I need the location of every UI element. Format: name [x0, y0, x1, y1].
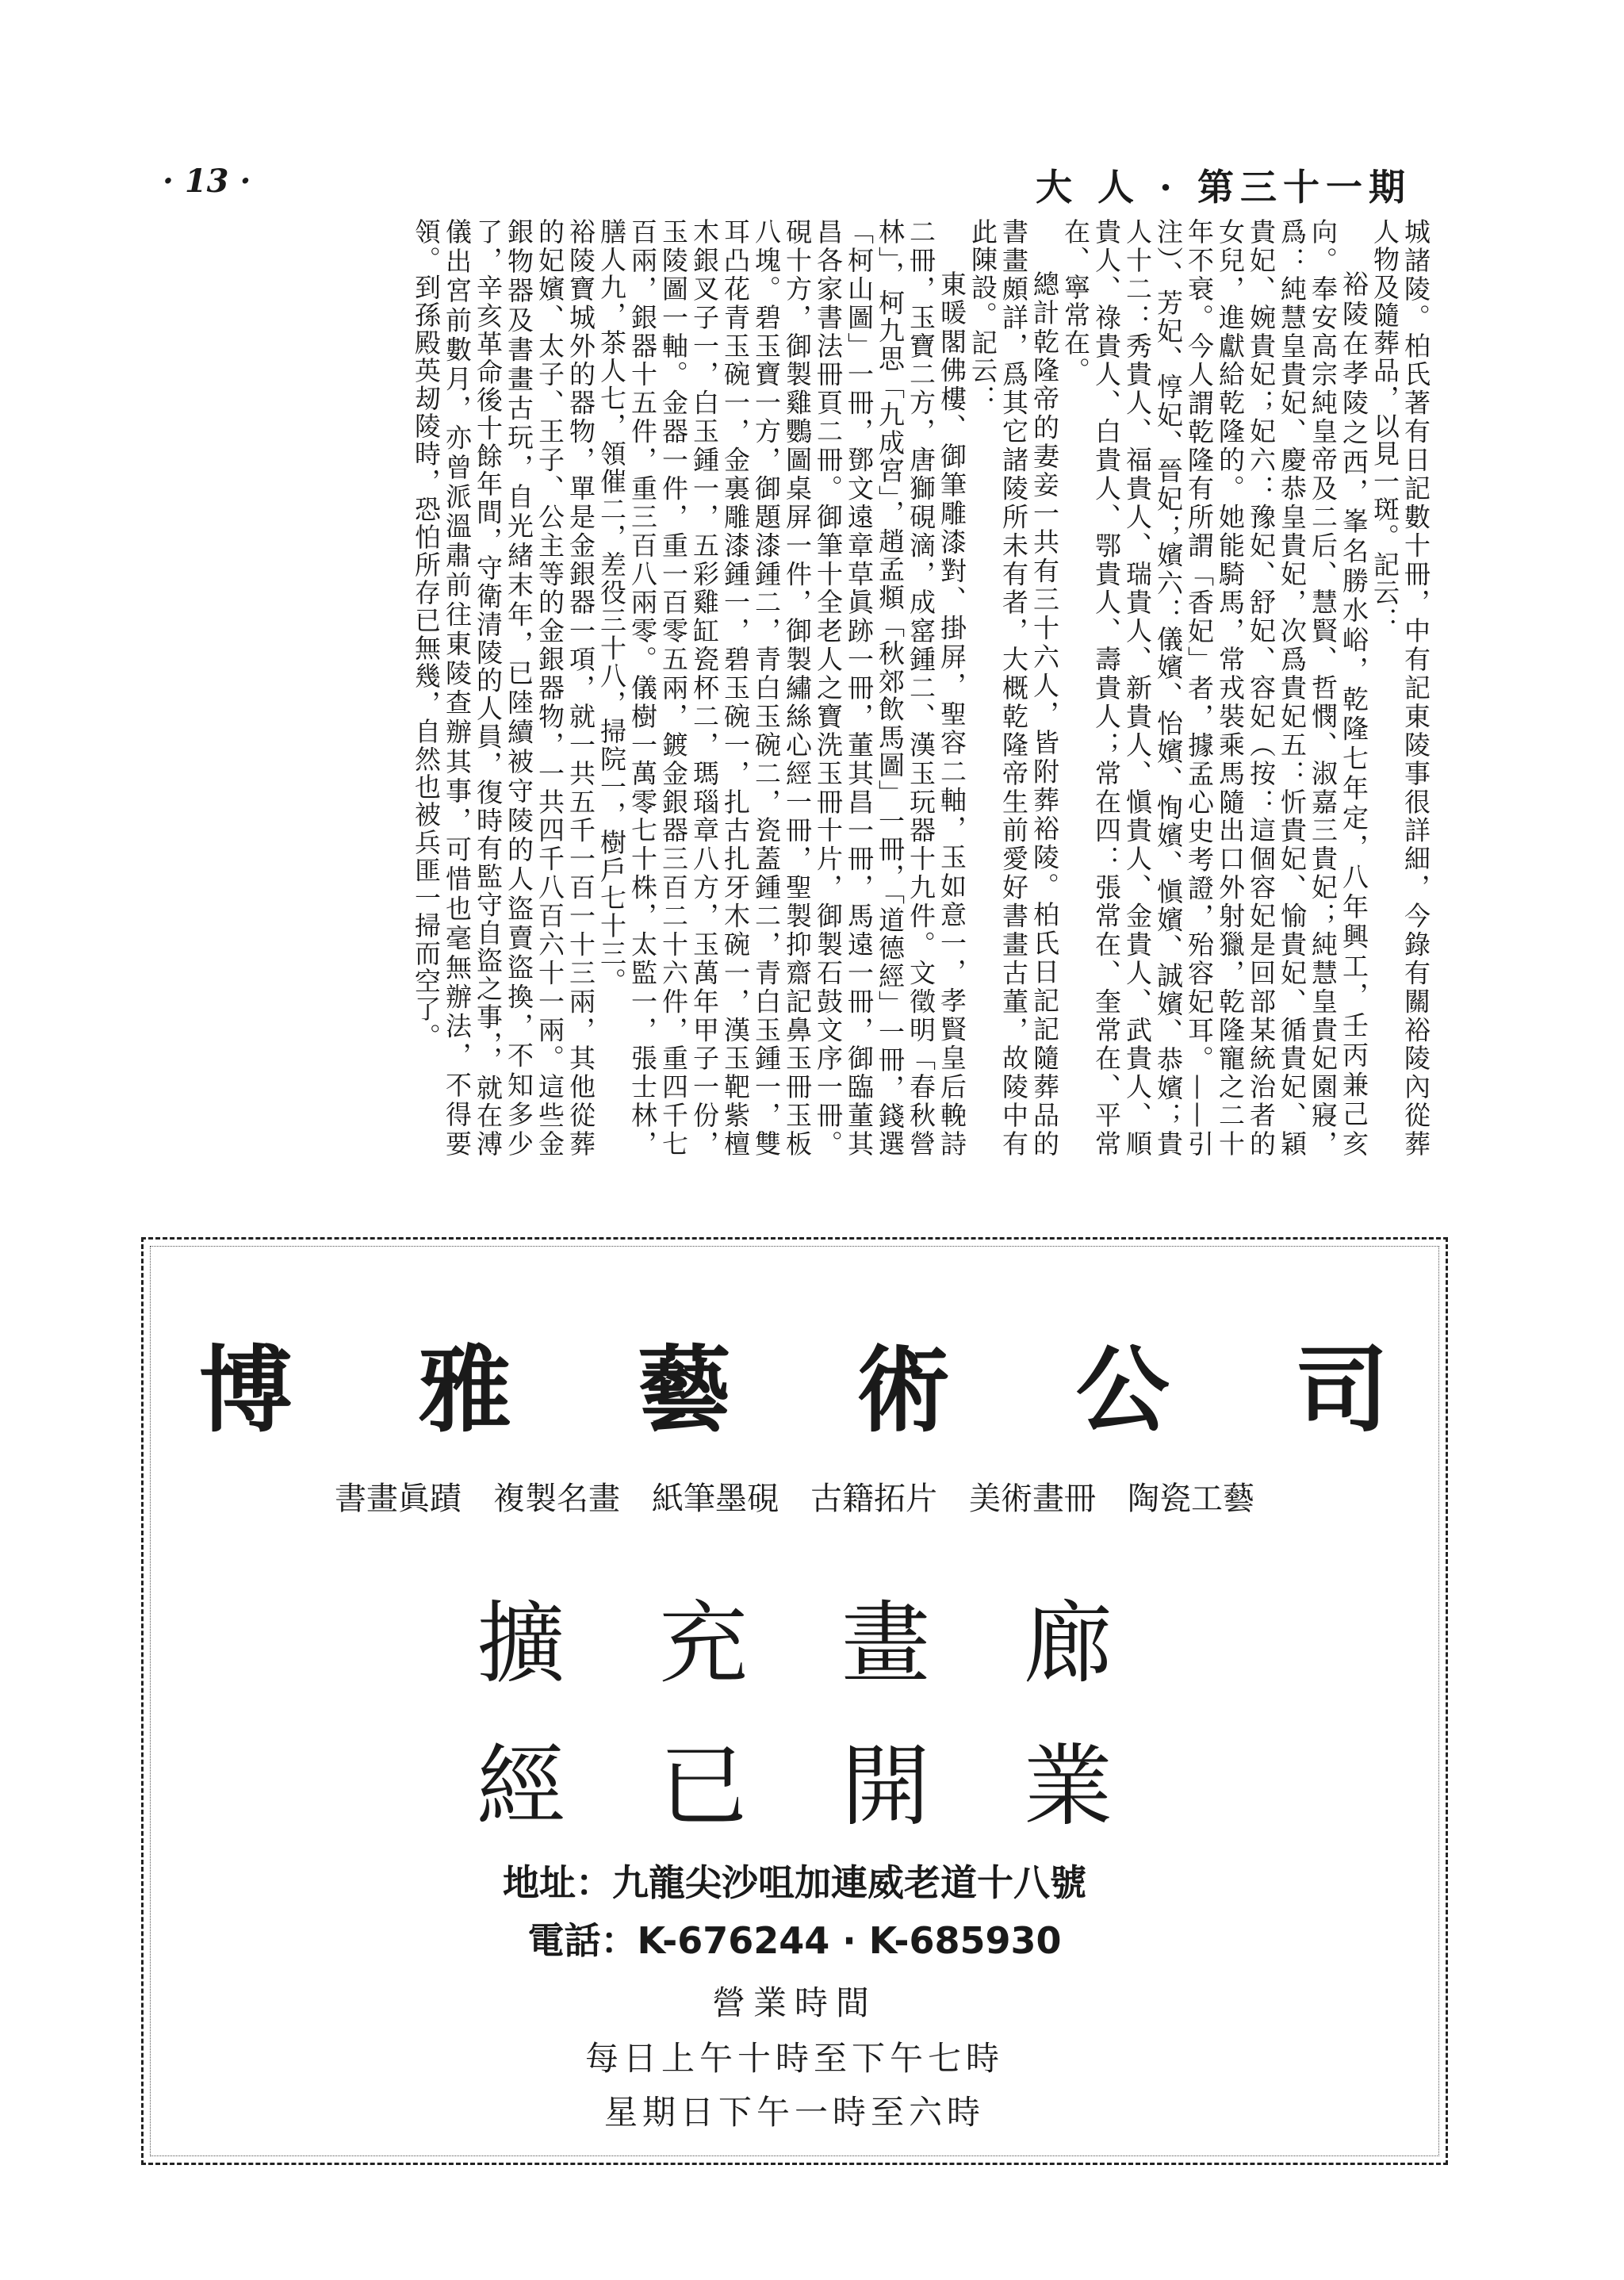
- company-name-char: 藝: [637, 1335, 731, 1445]
- company-name-char: 雅: [418, 1335, 512, 1445]
- business-hours-weekday: 每日上午十時至下午七時: [584, 2039, 1004, 2078]
- article-paragraph: 城諸陵。柏氏著有日記數十冊，中有記東陵事很詳細，今錄有關裕陵內從葬人物及隨葬品，以見一斑。記云：: [1369, 218, 1431, 1158]
- article-body: [119, 218, 1431, 1158]
- running-title: 大 人 · 第三十一期: [1035, 166, 1411, 209]
- company-name-char: 術: [856, 1335, 951, 1445]
- page-number: · 13 ·: [163, 163, 251, 200]
- business-hours-title: 營業時間: [711, 1983, 877, 2022]
- phone-line: 電話：K-676244 · K-685930: [527, 1919, 1062, 1962]
- product-line: 書畫眞蹟 複製名畫 紙筆墨硯 古籍拓片 美術畫冊 陶瓷工藝: [335, 1481, 1254, 1517]
- headline-expansion: 擴充畫廊: [477, 1592, 1206, 1696]
- address-line: 地址：九龍尖沙咀加連威老道十八號: [503, 1861, 1086, 1904]
- advertisement-box: [141, 1237, 1448, 2165]
- company-name-char: 公: [1075, 1335, 1170, 1445]
- company-name: [199, 1315, 1388, 1450]
- article-paragraph: 裕陵在孝陵之西，峯名勝水峪，乾隆七年定，八年興工，壬丙兼己亥向。奉安高宗純皇帝及二后、慧賢、哲憫、淑嘉三貴妃；純慧皇貴妃園寢，爲：純慧皇貴妃、慶恭皇貴妃，次爲貴妃五：忻貴妃、愉貴妃、循貴妃、穎貴妃、婉貴妃；妃六：豫妃、舒妃、容妃（按：這個容妃是回部某統治者的女兒，進獻給乾隆的。她能騎馬，常戎裝乘馬隨出口外射獵，乾隆寵之二十年不衰。今人謂乾隆有所謂「香妃」者，據孟心史考證，殆容妃耳。——引注）、芳妃、惇妃、晉妃；嬪六：儀嬪、怡嬪、恂嬪、愼嬪、誠嬪、恭嬪；貴人十二：秀貴人、福貴人、瑞貴人、新貴人、愼貴人、金貴人、武貴人、順貴人、祿貴人、白貴人、鄂貴人、壽貴人；常在四：張常在、奎常在、平常在、寧常在。: [1060, 218, 1369, 1158]
- headline-opened: 經已開業: [477, 1735, 1206, 1838]
- business-hours-sunday: 星期日下午一時至六時: [603, 2093, 985, 2132]
- company-name-char: 博: [199, 1335, 293, 1445]
- article-paragraph: 裕陵寶城外的器物，單是金銀器一項，就一共五千一百一十三兩，其他從葬的妃嬪、太子、王子、公主等的金銀器物，一共四千八百六十一兩。這些金銀物器及書畫古玩，自光緒末年，已陸續被守陵的人盜賣盜換，不知多少了，辛亥革命後十餘年間，守衛清陵的人員，復時有監守自盜之事，，就在溥儀出宮前數月，亦曾派溫肅前往東陵查辦其事，可惜也毫無辦法，不得要領。到孫殿英刼陵時，恐怕所存已無幾，自然也被兵匪一掃而空了。: [411, 218, 596, 1158]
- article-paragraph: 東暖閣佛樓、御筆雕漆對、掛屏，聖容二軸，玉如意一，孝賢皇后輓詩二冊，玉寶二方，唐獅硯滴，成窰鍾二、漢玉玩器十九件。文徵明「春秋營林」，柯九思「九成宮」，趙孟頫「秋郊飲馬圖」一冊，「道德經」一冊，錢選「柯山圖」一冊，鄧文遠章草眞跡一冊，董其昌一冊，馬遠一冊，御臨董其昌各家書法冊頁二冊。御筆十全老人之寶洗玉冊十片，御製石鼓文序一冊。硯十方，御製雞鸚圖桌屏一件，御製繡絲心經一冊，聖製抑齋記鼻玉冊玉板八塊。碧玉寶一方，御題漆鍾二，青白玉碗二，瓷蓋鍾二，青白玉鍾一，雙耳凸花青玉碗一，金裏雕漆鍾一，碧玉碗一，扎古扎牙木碗一，漢玉靶紫檀木銀叉子一，白玉鍾一，五彩雞缸瓷杯二，瑪瑙章八方，玉萬年甲子一份，玉陵圖一軸。金器一件，重一百零五兩，鍍金銀器三百二十六件，重四千七百兩，銀器十五件，重三百八兩零。儀樹一萬零七十株，太監一，張士林，膳人九，茶人七，領催二，差役三十八，掃院一，樹戶七十三。: [596, 218, 967, 1158]
- company-name-char: 司: [1294, 1335, 1388, 1445]
- article-paragraph: 總計乾隆帝的妻妾一共有三十六人，皆附葬裕陵。柏氏日記記隨葬品的書畫頗詳，爲其它諸陵所未有者，大概乾隆帝生前愛好書畫古董，故陵中有此陳設。記云：: [967, 218, 1060, 1158]
